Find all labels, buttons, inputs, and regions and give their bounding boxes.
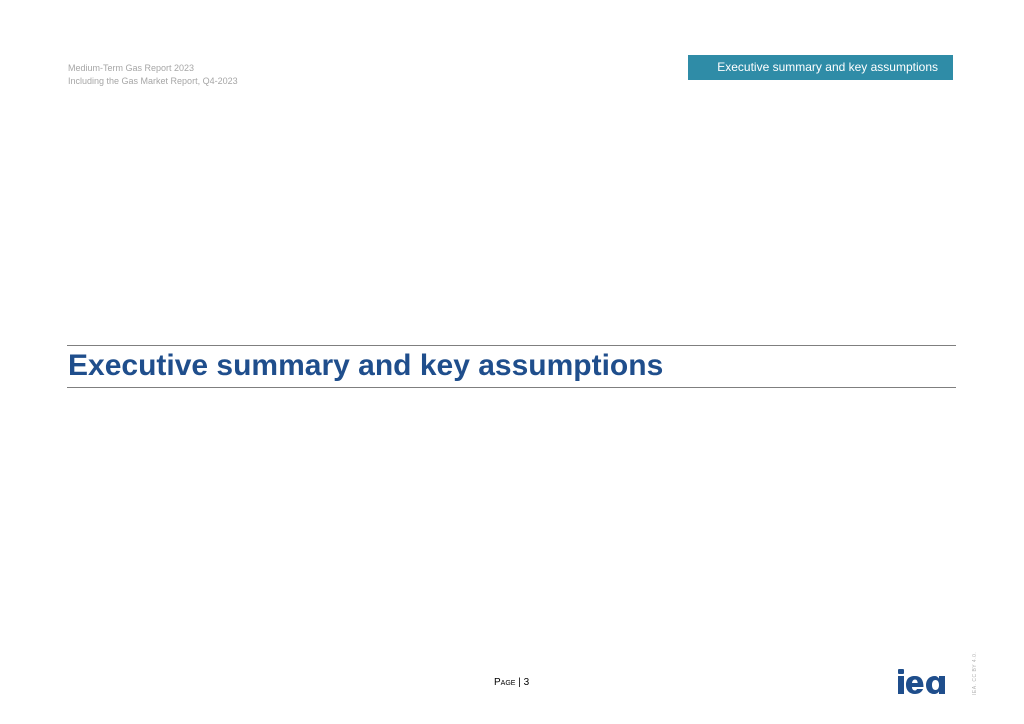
report-title: Medium-Term Gas Report 2023 [68,63,195,73]
page-number-value: 3 [523,677,530,688]
report-meta [68,62,238,88]
page-separator: | [515,677,524,688]
page-label: Page [494,677,516,688]
page-number [494,677,529,688]
section-tab: Executive summary and key assumptions [688,55,953,80]
iea-logo [897,669,957,695]
license-text: IEA. CC BY 4.0. [972,651,978,695]
chapter-title: Executive summary and key assumptions [68,349,664,382]
report-subtitle: Including the Gas Market Report, Q4-2023 [68,76,238,86]
title-rule-bottom [67,387,956,388]
